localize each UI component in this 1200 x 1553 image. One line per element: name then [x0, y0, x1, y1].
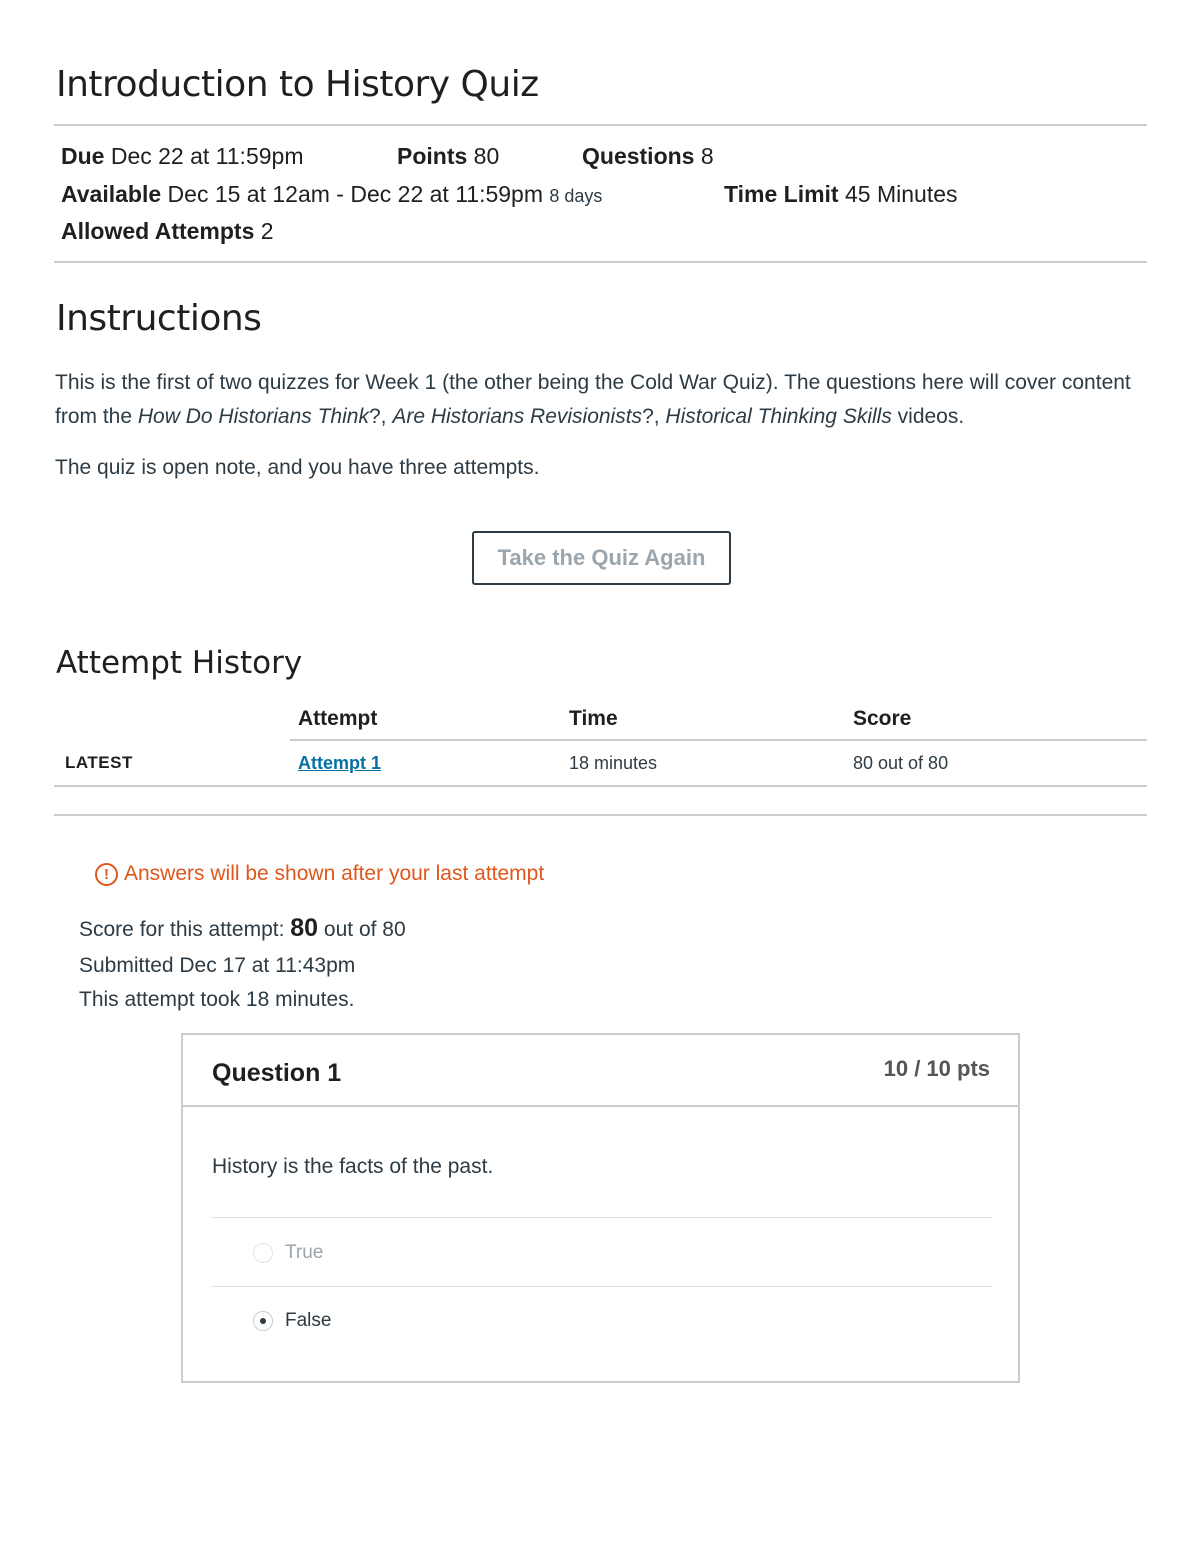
- submitted-date: Submitted Dec 17 at 11:43pm: [79, 954, 356, 977]
- divider: [54, 261, 1147, 263]
- instructions-paragraph: [55, 366, 1155, 434]
- allowed-attempts-value: 2: [260, 218, 274, 244]
- table-row-divider: [54, 785, 1147, 787]
- radio-selected-icon[interactable]: [253, 1311, 273, 1331]
- warning-text: Answers will be shown after your last attempt: [124, 862, 545, 885]
- option-label: False: [285, 1310, 332, 1331]
- radio-icon[interactable]: [253, 1243, 273, 1263]
- video-title: Historical Thinking Skills: [665, 405, 892, 428]
- instructions-text: videos.: [891, 405, 965, 428]
- take-quiz-again-button[interactable]: Take the Quiz Again: [472, 531, 731, 585]
- option-label: True: [285, 1242, 324, 1263]
- points-label: Points: [397, 143, 468, 169]
- quiz-meta-row-3: [61, 218, 274, 245]
- score-suffix: out of 80: [318, 918, 406, 941]
- table-header-divider: [290, 739, 1147, 741]
- divider: [54, 814, 1147, 816]
- points-value: 80: [473, 143, 500, 169]
- quiz-meta-row-1: [61, 143, 303, 170]
- separator: ?,: [368, 405, 393, 428]
- time-cell: 18 minutes: [569, 753, 658, 773]
- question-text: History is the facts of the past.: [212, 1155, 494, 1178]
- column-header-attempt: Attempt: [298, 707, 378, 730]
- video-title: Are Historians Revisionists: [392, 405, 643, 428]
- questions-meta: [582, 143, 714, 170]
- page-title: Introduction to History Quiz: [56, 64, 539, 105]
- divider: [54, 124, 1147, 126]
- question-title: Question 1: [212, 1059, 342, 1087]
- question-header: [183, 1035, 1018, 1107]
- option-divider: [211, 1217, 992, 1218]
- latest-badge: LATEST: [65, 753, 133, 772]
- quiz-meta-row-2: [61, 181, 602, 208]
- due-label: Due: [61, 143, 105, 169]
- available-value: Dec 15 at 12am - Dec 22 at 11:59pm: [167, 181, 543, 207]
- score-cell: 80 out of 80: [853, 753, 949, 773]
- column-header-time: Time: [569, 707, 618, 730]
- due-value: Dec 22 at 11:59pm: [110, 143, 304, 169]
- allowed-attempts-label: Allowed Attempts: [61, 218, 255, 244]
- column-header-score: Score: [853, 707, 912, 730]
- exclamation-circle-icon: !: [95, 863, 118, 886]
- question-points: 10 / 10 pts: [883, 1056, 990, 1081]
- time-limit-label: Time Limit: [724, 181, 839, 207]
- questions-value: 8: [700, 143, 714, 169]
- instructions-heading: Instructions: [56, 298, 262, 339]
- answer-option-true[interactable]: [253, 1242, 323, 1264]
- available-days: 8 days: [549, 186, 603, 206]
- attempt-history-heading: Attempt History: [56, 645, 303, 681]
- score-value: 80: [290, 914, 319, 942]
- separator: ?,: [642, 405, 666, 428]
- option-divider: [211, 1286, 992, 1287]
- time-limit-value: 45 Minutes: [845, 181, 958, 207]
- attempt-cell: [298, 753, 381, 774]
- instructions-paragraph: The quiz is open note, and you have three attempts.: [55, 456, 540, 479]
- questions-label: Questions: [582, 143, 695, 169]
- answers-warning: [95, 862, 544, 886]
- attempt-duration: This attempt took 18 minutes.: [79, 988, 355, 1011]
- question-card: [181, 1033, 1020, 1383]
- time-limit-meta: [724, 181, 958, 208]
- score-prefix: Score for this attempt:: [79, 918, 291, 941]
- video-title: How Do Historians Think: [137, 405, 369, 428]
- attempt-link[interactable]: Attempt 1: [298, 753, 382, 773]
- answer-option-false[interactable]: [253, 1310, 331, 1332]
- available-label: Available: [61, 181, 162, 207]
- instructions-text: This is the first of two quizzes for Week 1 (the other being the Cold War Quiz). The questions here will cover content from the: [55, 371, 1131, 428]
- attempt-score: [79, 914, 406, 943]
- points-meta: [397, 143, 499, 170]
